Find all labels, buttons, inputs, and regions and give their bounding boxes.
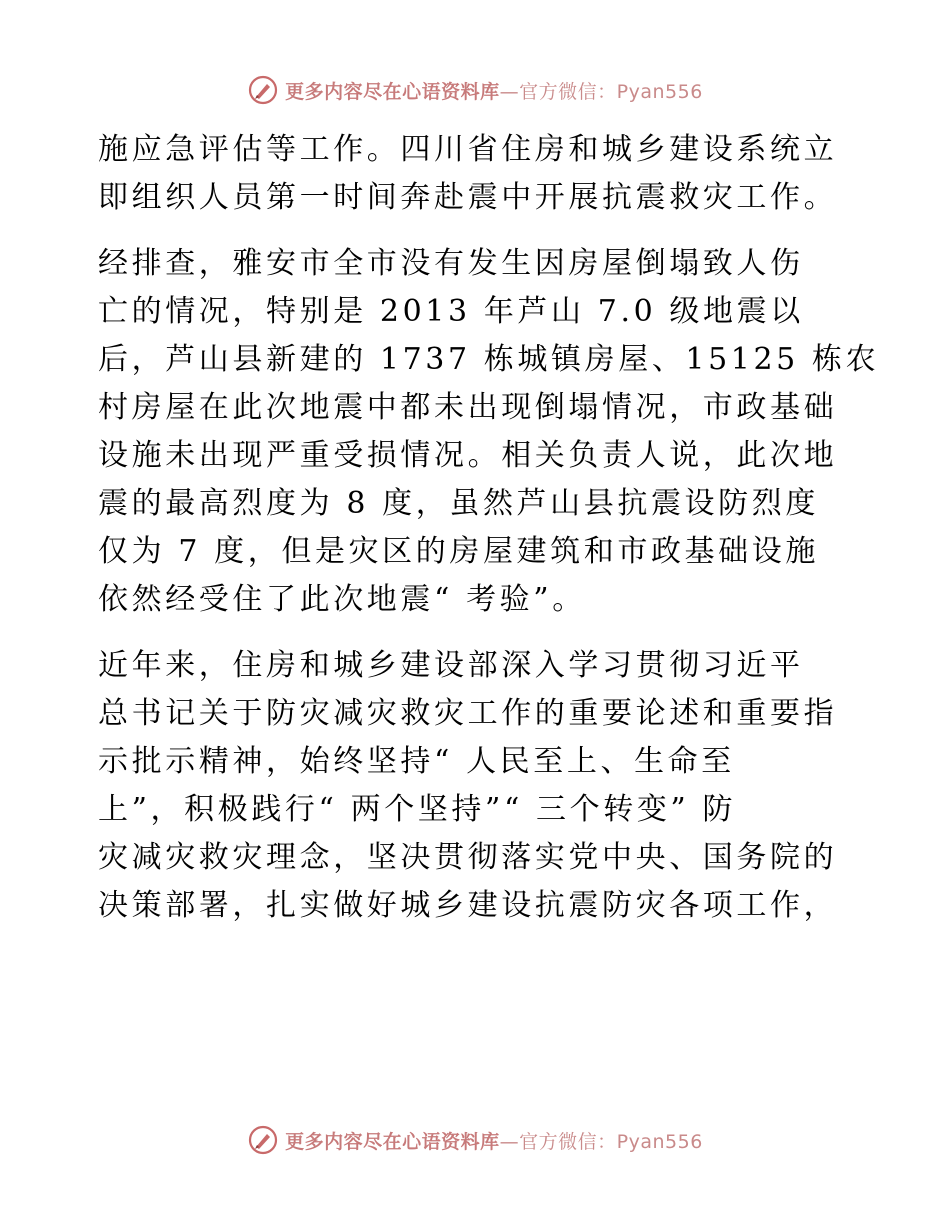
text-line: 示批示精神，始终坚持“ 人民至上、生命至 — [98, 744, 735, 779]
text-line: 设施未出现严重受损情况。相关负责人说，此次地 — [98, 438, 838, 473]
footer-watermark — [0, 1120, 950, 1160]
text-line: 灾减灾救灾理念，坚决贯彻落实党中央、国务院的 — [98, 840, 838, 875]
paragraph-3 — [98, 642, 858, 930]
pen-logo-icon — [247, 1124, 279, 1156]
document-body — [98, 126, 880, 930]
text-line: 经排查，雅安市全市没有发生因房屋倒塌致人伤 — [98, 246, 804, 281]
text-line: 施应急评估等工作。四川省住房和城乡建设系统立 — [98, 132, 838, 167]
text-line: 总书记关于防灾减灾救灾工作的重要论述和重要指 — [98, 696, 838, 731]
pen-logo-icon — [247, 74, 279, 106]
watermark-text — [285, 1127, 703, 1154]
text-line: 村房屋在此次地震中都未出现倒塌情况，市政基础 — [98, 390, 838, 425]
paragraph-1 — [98, 126, 858, 222]
paragraph-2 — [98, 240, 880, 624]
text-line: 依然经受住了此次地震“ 考验”。 — [98, 582, 586, 617]
watermark-contact: —官方微信：Pyan556 — [499, 80, 703, 103]
text-line: 后，芦山县新建的 1737 栋城镇房屋、15125 栋农 — [98, 342, 880, 377]
watermark-brand: 更多内容尽在心语资料库 — [285, 80, 500, 103]
text-line: 即组织人员第一时间奔赴震中开展抗震救灾工作。 — [98, 180, 838, 215]
text-line: 仅为 7 度，但是灾区的房屋建筑和市政基础设施 — [98, 534, 819, 569]
text-line: 上”，积极践行“ 两个坚持”“ 三个转变” 防 — [98, 792, 737, 827]
watermark-contact: —官方微信：Pyan556 — [499, 1130, 703, 1153]
watermark-text — [285, 77, 703, 104]
text-line: 震的最高烈度为 8 度，虽然芦山县抗震设防烈度 — [98, 486, 819, 521]
header-watermark — [0, 70, 950, 110]
text-line: 亡的情况，特别是 2013 年芦山 7.0 级地震以 — [98, 294, 804, 329]
watermark-brand: 更多内容尽在心语资料库 — [285, 1130, 500, 1153]
text-line: 决策部署，扎实做好城乡建设抗震防灾各项工作， — [98, 888, 838, 923]
text-line: 近年来，住房和城乡建设部深入学习贯彻习近平 — [98, 648, 804, 683]
